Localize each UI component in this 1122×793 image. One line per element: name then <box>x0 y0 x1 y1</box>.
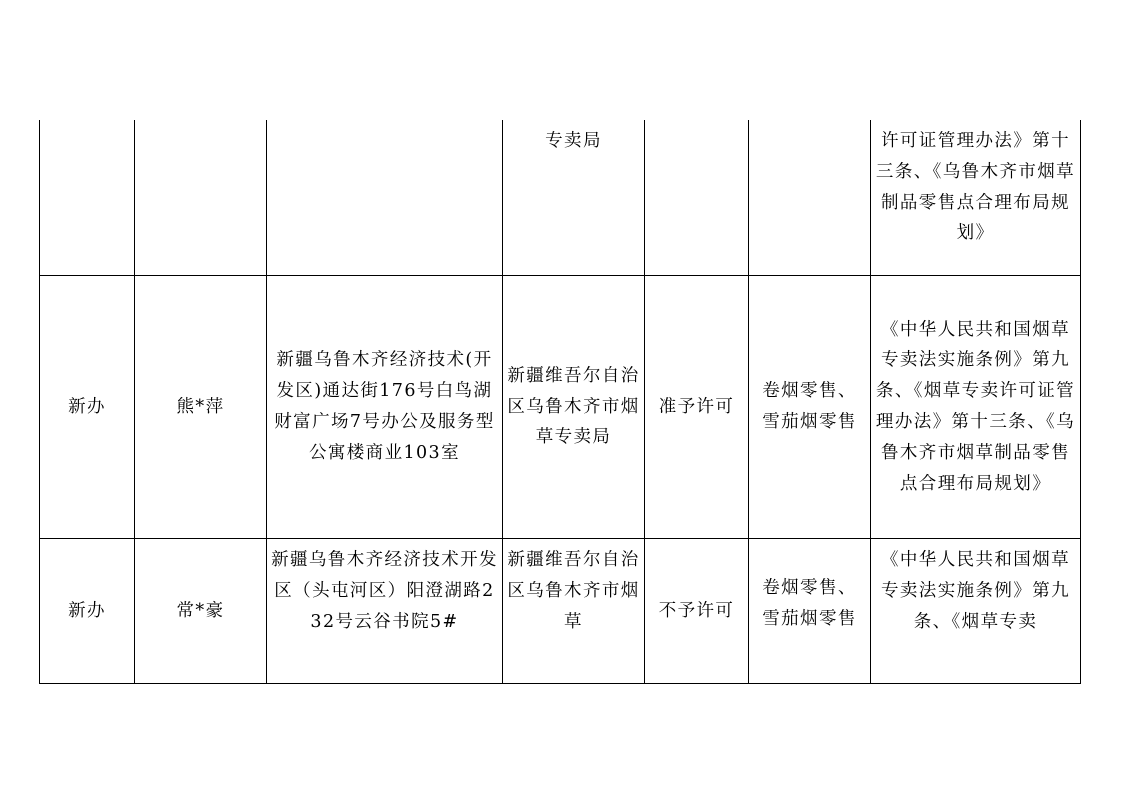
cell-basis: 《中华人民共和国烟草专卖法实施条例》第九条、《烟草专卖许可证管理办法》第十三条、《乌鲁木齐市烟草制品零售点合理布局规划》 <box>871 276 1081 539</box>
cell-authority: 新疆维吾尔自治区乌鲁木齐市烟草专卖局 <box>503 276 645 539</box>
cell-decision: 准予许可 <box>645 276 749 539</box>
cell-decision <box>645 120 749 276</box>
cell-name: 熊*萍 <box>135 276 267 539</box>
cell-name: 常*豪 <box>135 539 267 684</box>
cell-basis: 《中华人民共和国烟草专卖法实施条例》第九条、《烟草专卖 <box>871 539 1081 684</box>
cell-type <box>40 120 135 276</box>
cell-address: 新疆乌鲁木齐经济技术(开发区)通达街176号白鸟湖财富广场7号办公及服务型公寓楼商业103室 <box>267 276 503 539</box>
table-row <box>40 539 1081 684</box>
cell-authority: 专卖局 <box>503 120 645 276</box>
cell-authority: 新疆维吾尔自治区乌鲁木齐市烟草 <box>503 539 645 684</box>
cell-scope: 卷烟零售、雪茄烟零售 <box>749 276 871 539</box>
cell-type: 新办 <box>40 539 135 684</box>
cell-type: 新办 <box>40 276 135 539</box>
cell-name <box>135 120 267 276</box>
cell-basis: 许可证管理办法》第十三条、《乌鲁木齐市烟草制品零售点合理布局规划》 <box>871 120 1081 276</box>
license-table <box>39 120 1081 684</box>
cell-decision: 不予许可 <box>645 539 749 684</box>
table-row <box>40 120 1081 276</box>
cell-address <box>267 120 503 276</box>
cell-scope: 卷烟零售、雪茄烟零售 <box>749 539 871 684</box>
table-row <box>40 276 1081 539</box>
cell-scope <box>749 120 871 276</box>
cell-address: 新疆乌鲁木齐经济技术开发区（头屯河区）阳澄湖路232号云谷书院5# <box>267 539 503 684</box>
